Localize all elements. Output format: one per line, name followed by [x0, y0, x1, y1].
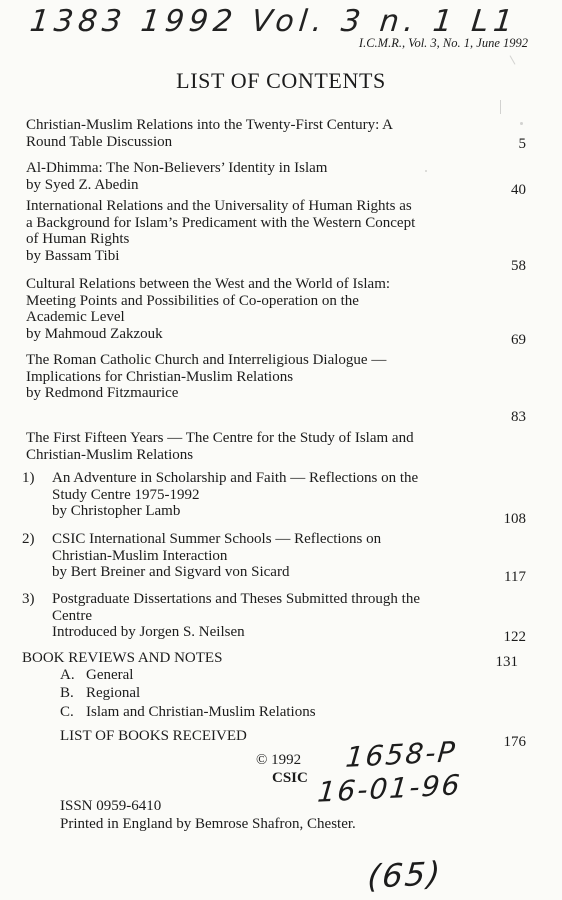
scan-mark	[500, 100, 501, 114]
section-title: The First Fifteen Years — The Centre for the Study of Islam and Christian-Muslim Relations	[26, 430, 414, 463]
review-label: Islam and Christian-Muslim Relations	[86, 704, 316, 720]
section-heading	[26, 430, 536, 463]
entry-author: by Mahmoud Zakzouk	[26, 325, 163, 342]
entry-author: by Bassam Tibi	[26, 247, 120, 264]
subentry-number: 1)	[22, 470, 35, 486]
books-received-heading	[60, 728, 536, 750]
review-item	[60, 704, 316, 721]
book-reviews-title: BOOK REVIEWS AND NOTES	[22, 650, 223, 666]
review-letter: C.	[60, 704, 74, 720]
entry-title: Al-Dhimma: The Non-Believers’ Identity in Islam	[26, 160, 328, 176]
books-received-page: 176	[503, 734, 526, 750]
scan-mark	[510, 55, 516, 64]
toc-entry	[26, 160, 536, 198]
book-reviews-page: 131	[495, 654, 518, 670]
page-title: LIST OF CONTENTS	[176, 68, 386, 93]
toc-subentry	[22, 470, 536, 527]
entry-title: Christian-Muslim Relations into the Twenty-First Century: A Round Table Discussion	[26, 117, 393, 150]
subentry-number: 3)	[22, 591, 35, 607]
entry-page: 5	[518, 136, 526, 152]
subentry-number: 2)	[22, 531, 35, 547]
subentry-page: 117	[504, 569, 526, 585]
entry-title: International Relations and the Universality of Human Rights as a Background for Islam’s Predicament with the Western Concept of Human Rights	[26, 198, 416, 248]
scan-speck	[425, 170, 427, 172]
subentry-title: CSIC International Summer Schools — Reflections on Christian-Muslim Interaction	[52, 531, 382, 564]
toc-subentry	[22, 531, 536, 585]
entry-page: 40	[511, 182, 526, 198]
review-letter: B.	[60, 685, 74, 701]
handwritten-date: 16-01-96	[316, 768, 463, 809]
handwritten-catalog-note: 1383 1992 Vol. 3 n. 1 L1	[28, 4, 520, 39]
books-received-title: LIST OF BOOKS RECEIVED	[60, 728, 247, 744]
book-reviews-heading	[22, 650, 532, 670]
toc-entry	[26, 352, 536, 425]
publisher-line: CSIC	[272, 770, 308, 786]
subentry-author: by Christopher Lamb	[52, 503, 181, 520]
subentry-title: An Adventure in Scholarship and Faith — Reflections on the Study Centre 1975-1992	[52, 470, 419, 503]
subentry-author: Introduced by Jorgen S. Neilsen	[52, 624, 245, 641]
journal-reference: I.C.M.R., Vol. 3, No. 1, June 1992	[358, 36, 528, 50]
handwritten-accession-number: 1658-P	[344, 735, 459, 774]
printer-line: Printed in England by Bemrose Shafron, Chester.	[60, 816, 356, 832]
subentry-page: 122	[503, 629, 526, 645]
subentry-title: Postgraduate Dissertations and Theses Submitted through the Centre	[52, 591, 421, 624]
review-item	[60, 685, 140, 702]
review-label: General	[86, 667, 134, 683]
entry-page: 69	[511, 332, 526, 348]
subentry-page: 108	[503, 511, 526, 527]
toc-entry	[26, 198, 536, 274]
entry-title: Cultural Relations between the West and the World of Islam: Meeting Points and Possibilities of Co-operation on the Academic Level	[26, 276, 391, 326]
scan-speck	[520, 122, 523, 125]
review-letter: A.	[60, 667, 75, 683]
handwritten-page-mark: (65)	[366, 854, 444, 896]
subentry-author: by Bert Breiner and Sigvard von Sicard	[52, 564, 290, 581]
toc-entry	[26, 276, 536, 348]
issn: ISSN 0959-6410	[60, 798, 162, 814]
toc-subentry	[22, 591, 536, 645]
review-label: Regional	[86, 685, 141, 701]
review-item	[60, 667, 133, 684]
entry-author: by Syed Z. Abedin	[26, 176, 139, 193]
entry-title: The Roman Catholic Church and Interreligious Dialogue — Implications for Christian-Muslim Relations	[26, 352, 387, 385]
entry-page: 58	[511, 258, 526, 274]
entry-author: by Redmond Fitzmaurice	[26, 385, 179, 402]
toc-entry	[26, 117, 536, 150]
entry-page: 83	[511, 409, 526, 425]
copyright-line: © 1992	[256, 752, 302, 768]
